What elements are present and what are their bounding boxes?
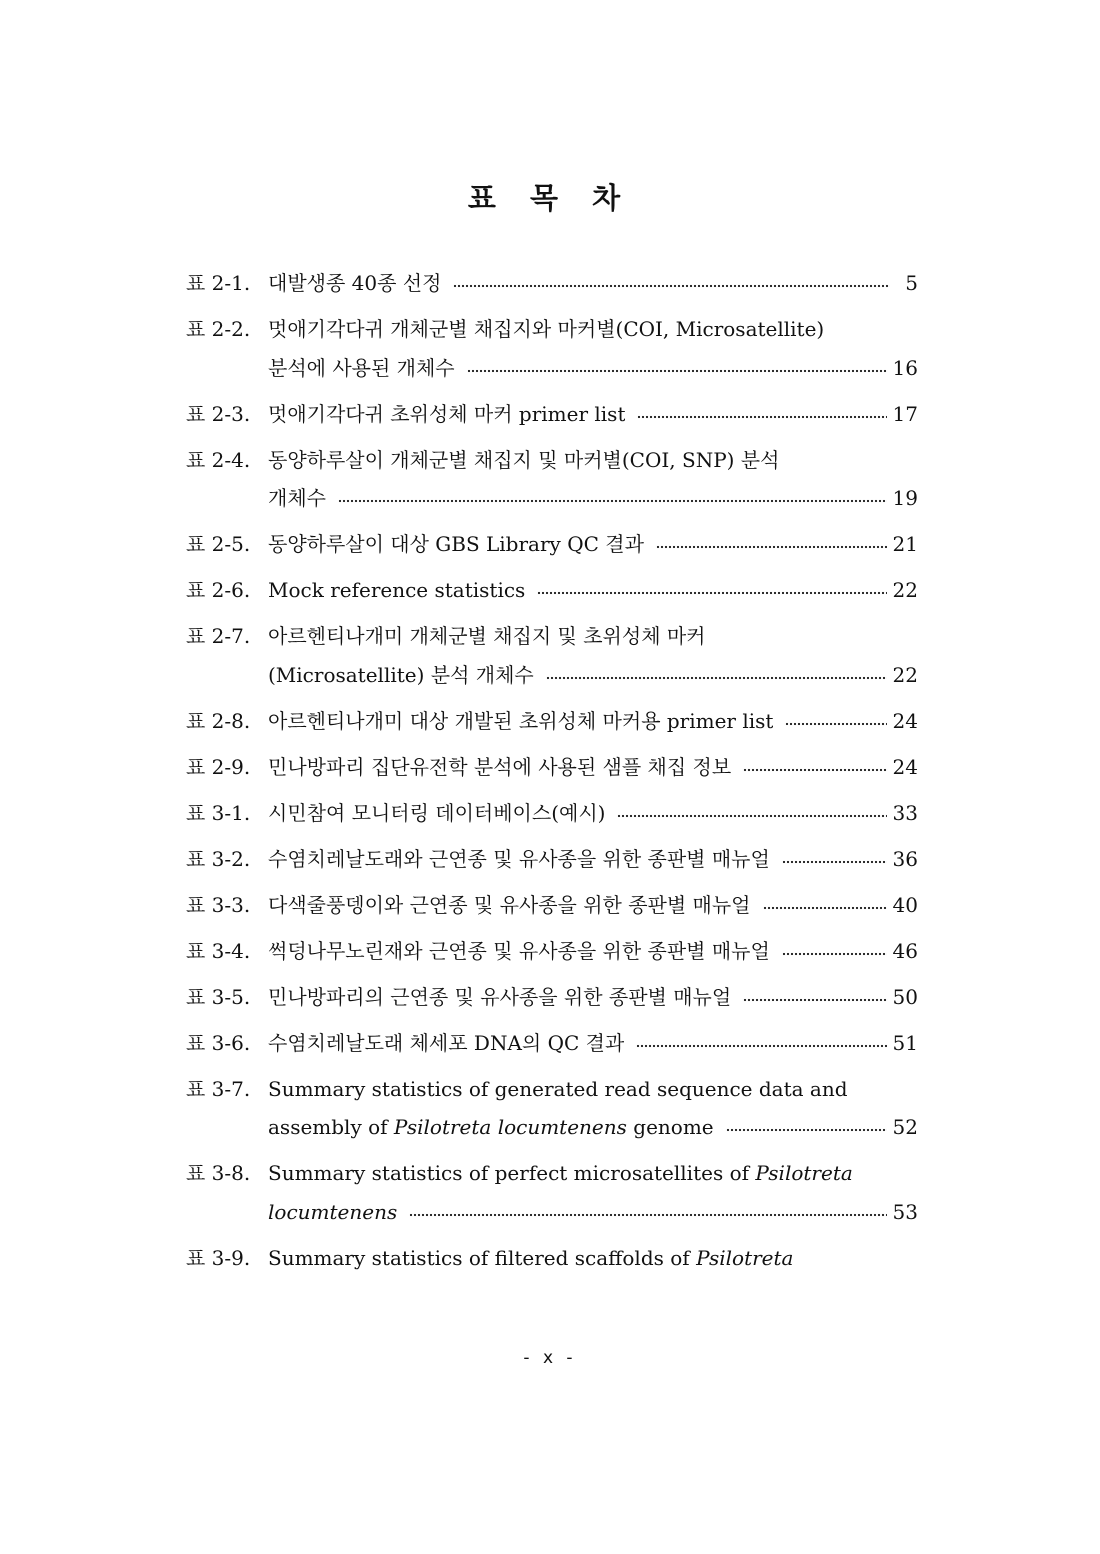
entry-page-number: 36 (892, 846, 918, 871)
toc-line (186, 978, 918, 1017)
entry-label: 표 3-4. (186, 938, 251, 963)
entry-page-number: 51 (892, 1030, 918, 1055)
entry-label: 표 2-2. (186, 317, 251, 341)
entry-label: 표 3-5. (186, 984, 251, 1009)
entry-title: 분석에 사용된 개체수 (268, 355, 455, 380)
toc-line (186, 264, 918, 303)
toc-entry[interactable] (186, 1070, 918, 1147)
dot-leader (743, 767, 886, 773)
toc-entry[interactable] (186, 617, 918, 694)
entry-label: 표 2-3. (186, 401, 251, 426)
entry-page-number: 16 (892, 355, 918, 380)
toc-line (186, 840, 918, 879)
page-number: - x - (523, 1348, 577, 1368)
toc-line (186, 656, 918, 695)
entry-title: 동양하루살이 대상 GBS Library QC 결과 (268, 532, 644, 556)
toc-entry[interactable] (186, 748, 918, 787)
entry-title: (Microsatellite) 분석 개체수 (268, 662, 534, 687)
entry-label: 표 2-1. (186, 271, 251, 295)
dot-leader (537, 590, 886, 596)
entry-title: 시민참여 모니터링 데이터베이스(예시) (268, 800, 606, 825)
toc-line (186, 1108, 918, 1147)
dot-leader (726, 1127, 887, 1133)
entry-title: 민나방파리 집단유전학 분석에 사용된 샘플 채집 정보 (268, 754, 732, 779)
entry-title: 민나방파리의 근연종 및 유사종을 위한 종판별 매뉴얼 (268, 984, 732, 1009)
dot-leader (617, 813, 886, 819)
dot-leader (763, 905, 887, 911)
entry-title: Summary statistics of generated read sequence data and (268, 1076, 848, 1101)
entry-title: 수염치레날도래 체세포 DNA의 QC 결과 (268, 1030, 625, 1055)
entry-label: 표 2-6. (186, 578, 251, 602)
dot-leader (637, 414, 886, 420)
dot-leader (409, 1212, 886, 1218)
table-of-contents (186, 264, 918, 1285)
entry-label: 표 2-7. (186, 624, 251, 648)
toc-line (186, 441, 918, 480)
entry-label: 표 2-8. (186, 708, 251, 733)
toc-entry[interactable] (186, 395, 918, 434)
entry-title: 다색줄풍뎅이와 근연종 및 유사종을 위한 종판별 매뉴얼 (268, 892, 751, 917)
entry-title: 동양하루살이 개체군별 채집지 및 마커별(COI, SNP) 분석 (268, 447, 780, 472)
toc-line (186, 932, 918, 971)
entry-page-number: 22 (892, 662, 918, 687)
entry-title: 대발생종 40종 선정 (268, 271, 442, 295)
toc-entry[interactable] (186, 702, 918, 741)
toc-line (186, 479, 918, 518)
toc-entry[interactable] (186, 1154, 918, 1231)
dot-leader (785, 721, 886, 727)
dot-leader (636, 1043, 886, 1049)
toc-line (186, 617, 918, 656)
entry-page-number: 5 (905, 271, 918, 295)
toc-line (186, 1154, 918, 1193)
entry-title: Summary statistics of filtered scaffolds of Psilotreta (268, 1245, 794, 1270)
dot-leader (782, 859, 887, 865)
entry-title: 개체수 (268, 486, 326, 510)
entry-page-number: 40 (892, 892, 918, 917)
entry-label: 표 2-5. (186, 532, 251, 556)
entry-page-number: 22 (892, 578, 918, 602)
entry-page-number: 50 (892, 984, 918, 1009)
toc-line (186, 395, 918, 434)
entry-title: 아르헨티나개미 개체군별 채집지 및 초위성체 마커 (268, 624, 706, 648)
entry-page-number: 24 (892, 708, 918, 733)
entry-label: 표 2-9. (186, 754, 251, 779)
toc-line (186, 1239, 918, 1278)
entry-page-number: 24 (892, 754, 918, 779)
dot-leader (546, 675, 887, 681)
dot-leader (453, 283, 890, 289)
toc-entry[interactable] (186, 310, 918, 387)
dot-leader (338, 498, 887, 504)
toc-entry[interactable] (186, 264, 918, 303)
entry-title: Summary statistics of perfect microsatellites of Psilotreta (268, 1161, 853, 1185)
toc-entry[interactable] (186, 441, 918, 518)
entry-label: 표 3-2. (186, 846, 251, 871)
toc-line (186, 794, 918, 833)
entry-label: 표 3-1. (186, 800, 251, 825)
toc-line (186, 525, 918, 564)
toc-entry[interactable] (186, 571, 918, 610)
entry-label: 표 3-3. (186, 892, 251, 917)
toc-entry[interactable] (186, 794, 918, 833)
entry-label: 표 3-7. (186, 1076, 251, 1101)
entry-title: 썩덩나무노린재와 근연종 및 유사종을 위한 종판별 매뉴얼 (268, 938, 770, 963)
toc-line (186, 1193, 918, 1232)
entry-page-number: 33 (892, 800, 918, 825)
dot-leader (743, 997, 886, 1003)
toc-line (186, 349, 918, 388)
toc-entry[interactable] (186, 886, 918, 925)
toc-entry[interactable] (186, 932, 918, 971)
toc-entry[interactable] (186, 525, 918, 564)
entry-page-number: 53 (892, 1199, 918, 1224)
entry-label: 표 2-4. (186, 447, 251, 472)
toc-line (186, 1024, 918, 1063)
toc-line (186, 702, 918, 741)
entry-page-number: 21 (892, 532, 918, 556)
toc-entry[interactable] (186, 1239, 918, 1278)
toc-entry[interactable] (186, 1024, 918, 1063)
toc-line (186, 886, 918, 925)
entry-title: locumtenens (268, 1199, 398, 1224)
toc-line (186, 1070, 918, 1109)
toc-line (186, 748, 918, 787)
entry-title: 멋애기각다귀 초위성체 마커 primer list (268, 401, 626, 426)
entry-page-number: 17 (892, 401, 918, 426)
entry-title: 멋애기각다귀 개체군별 채집지와 마커별(COI, Microsatellite) (268, 317, 825, 341)
entry-title: Mock reference statistics (268, 578, 526, 602)
entry-title: 수염치레날도래와 근연종 및 유사종을 위한 종판별 매뉴얼 (268, 846, 770, 871)
entry-label: 표 3-6. (186, 1030, 251, 1055)
toc-entry[interactable] (186, 840, 918, 879)
page-title: 표 목 차 (467, 181, 633, 215)
dot-leader (656, 544, 887, 550)
entry-title: assembly of Psilotreta locumtenens genome (268, 1115, 714, 1139)
entry-label: 표 3-9. (186, 1245, 251, 1270)
dot-leader (467, 368, 887, 374)
entry-page-number: 19 (892, 486, 918, 510)
entry-label: 표 3-8. (186, 1161, 251, 1185)
toc-line (186, 310, 918, 349)
dot-leader (782, 951, 887, 957)
entry-title: 아르헨티나개미 대상 개발된 초위성체 마커용 primer list (268, 708, 774, 733)
toc-entry[interactable] (186, 978, 918, 1017)
toc-line (186, 571, 918, 610)
entry-page-number: 46 (892, 938, 918, 963)
entry-page-number: 52 (892, 1115, 918, 1139)
